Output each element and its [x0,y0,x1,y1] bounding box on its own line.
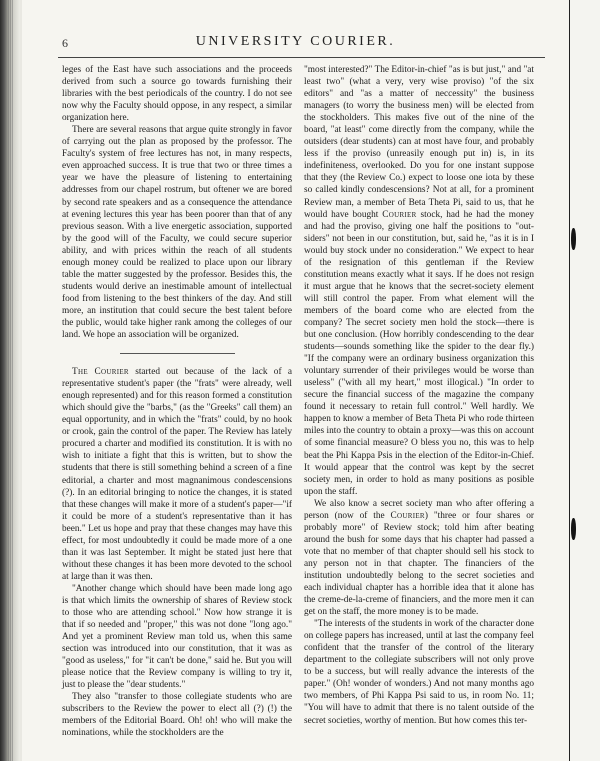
paragraph: They also "transfer to those collegiate students who are subscribers to the Review the power to elect all (?) (!) the members of the Editorial Board. Oh! oh! who will make the nominations, while the stockholders are the [62,692,292,739]
right-column [304,64,534,727]
paragraph-text: stock, had he had the money and had the proviso, giving one half the positions to "out-siders" not been in our constitution, but, said he, "as it is in I would buy stock under no consideration." We expect to hear of the resignation of this gentleman if the Review constitution means exactly what it says. If he does not resign it must argue that he knows that the secret-society element will still control the paper. From what element will the members of the board come who are elected from the company? The secret society men hold the stock—there is but one conclusion. (How horribly condescending to the dear students—sounds something like the spider to the dear fly.) "If the company were an ordinary business organization this voluntary surrender of their privileges would be worse than useless" ("with all my heart," most illogical.) "In order to secure the financial success of the magazine the company found it necessary to retain full control." Well hardly. We happen to know a member of Beta Theta Pi who rode thirteen miles into the country to obtain a proxy—was this on account of some financial measure? O bless you no, this was to help beat the Phi Kappa Psis in the election of the Editor-in-Chief. It would appear that the control was kept by the secret society men, in order to hold as many positions as posible upon the staff. [304,209,535,497]
paragraph-text: ) "three or four shares or probably more" of Review stock; told him after beating around the bush for some days that his chapter had passed a vote that no member of that chapter should sell his stock to any person not in that chapter. The financiers of the institution undoubtedly belong to the secret societies and each individual chapter has a horrible idea that it alone has the creme-de-la-creme of financiers, and the more men it can get on the staff, the more money is to be made. [304,510,535,618]
paragraph: "Another change which should have been made long ago is that which limits the ownership of shares of Review stock to those who are attending school." Now how strange it is that if so needed and "proper," this was not done "long ago." And yet a prominent Review man told us, when this same section was introduced into our constitution, that it was as "good as useless," for "it can't be done," said he. But you will please notice that the Review company is willing to try it, just to please the "dear students." [62,583,292,691]
facing-page-edge [568,0,600,761]
header-rule [58,57,545,58]
page-header [22,30,569,54]
paper-name: Courier [390,510,425,521]
book-binding [0,0,20,761]
paragraph [304,498,534,618]
paragraph-text: "most interested?" The Editor-in-chief "as is but just," and "at least two" (what a very, very wise proviso) "of the six editors" and "as a matter of neccessity" the business managers (to worry the business men) will be elected from the stockholders. This makes five out of the nine of the board, "at least" come directly from the company, while the outsiders (dear students) can at most have four, and probably less if the proviso (unreasily enough put in) is, in its indefiniteness, overlooked. Do you for one instant suppose that they (the Review Co.) expect to loose one iota by these so called kindly condescensions? Not at all, for a prominent Review man, a member of Beta Theta Pi, said to us, that he would have bought [304,65,534,220]
paragraph [62,366,292,583]
paper-name: Courier [382,209,417,220]
paper-name: The Courier [72,367,129,378]
page-number: 6 [62,36,68,50]
paragraph: There are several reasons that argue quite strongly in favor of carrying out the plan as proposed by the professor. The Faculty's system of free lectures has not, in many respects, even approached success. It is true that two or three times a year we have the pleasure of listening to entertaining addresses from our chapel rostrum, but oftener we are bored by second rate speakers and as a consequence the attendance at evening lectures this year has been poorer than that of any previous season. With a live energetic association, supported by the good will of the Faculty, we could secure superior ability, and with prices within the reach of all students enough money could be realized to place upon our library table the matter suggested by the professor. Besides this, the students would derive an inestimable amount of intellectual food from listening to the best thinkers of the day. And still more, an institution that could secure the best talent before the public, would take higher rank among the colleges of our land. We hope an association will be organized. [62,125,292,341]
paragraph [304,64,534,498]
paragraph: leges of the East have such associations and the proceeds derived from such a source go towards furnishing their libraries with the best periodicals of the country. I do not see now why the Faculty should oppose, in any respect, a similar organization here. [62,65,292,124]
paragraph-text: We also know a secret society man who after offering a person (now of the [304,498,534,521]
binding-stitching [8,0,14,761]
running-head: UNIVERSITY COURIER. [195,34,396,49]
left-column [62,64,292,740]
paragraph: "The interests of the students in work of the character done on college papers has increased, until at last the company feel confident that the transfer of the control of the literary department to the collegiate subscribers will not only prove to be a success, but will really advance the interests of the paper." (Oh! wonder of wonders.) And not many months ago two members, of Phi Kappa Psi said to us, in room No. 11; "You will have to admit that there is no talent outside of the secret societies, worthy of mention. But how comes this ter- [304,619,534,726]
newspaper-page [22,0,569,761]
paragraph-text: started out because of the lack of a representative student's paper (the "frats" were already, well enough represented) and for this reason formed a constitution which should give the "barbs," (as the "Greeks" call them) an equal opportunity, and in which the "frats" could, by no hook or crook, gain the control of the paper. The Review has lately procured a charter and modified its constitution. It is with no wish to initiate a fight that this is written, but to show the students that there is still something behind a screen of a fine editorial, a charter and most magnanimous condescensions (?). In an editorial bringing to notice the changes, it is stated that these changes will make it more of a student's paper—"if it could be more of a student's representative than it has been." Let us hope and pray that these changes may have this effect, for most undoubtedly it could be made more of a one than it was last September. It might be stated just here that without these changes it has been more devoted to the school at large than it was then. [62,367,293,582]
section-divider [120,353,235,354]
